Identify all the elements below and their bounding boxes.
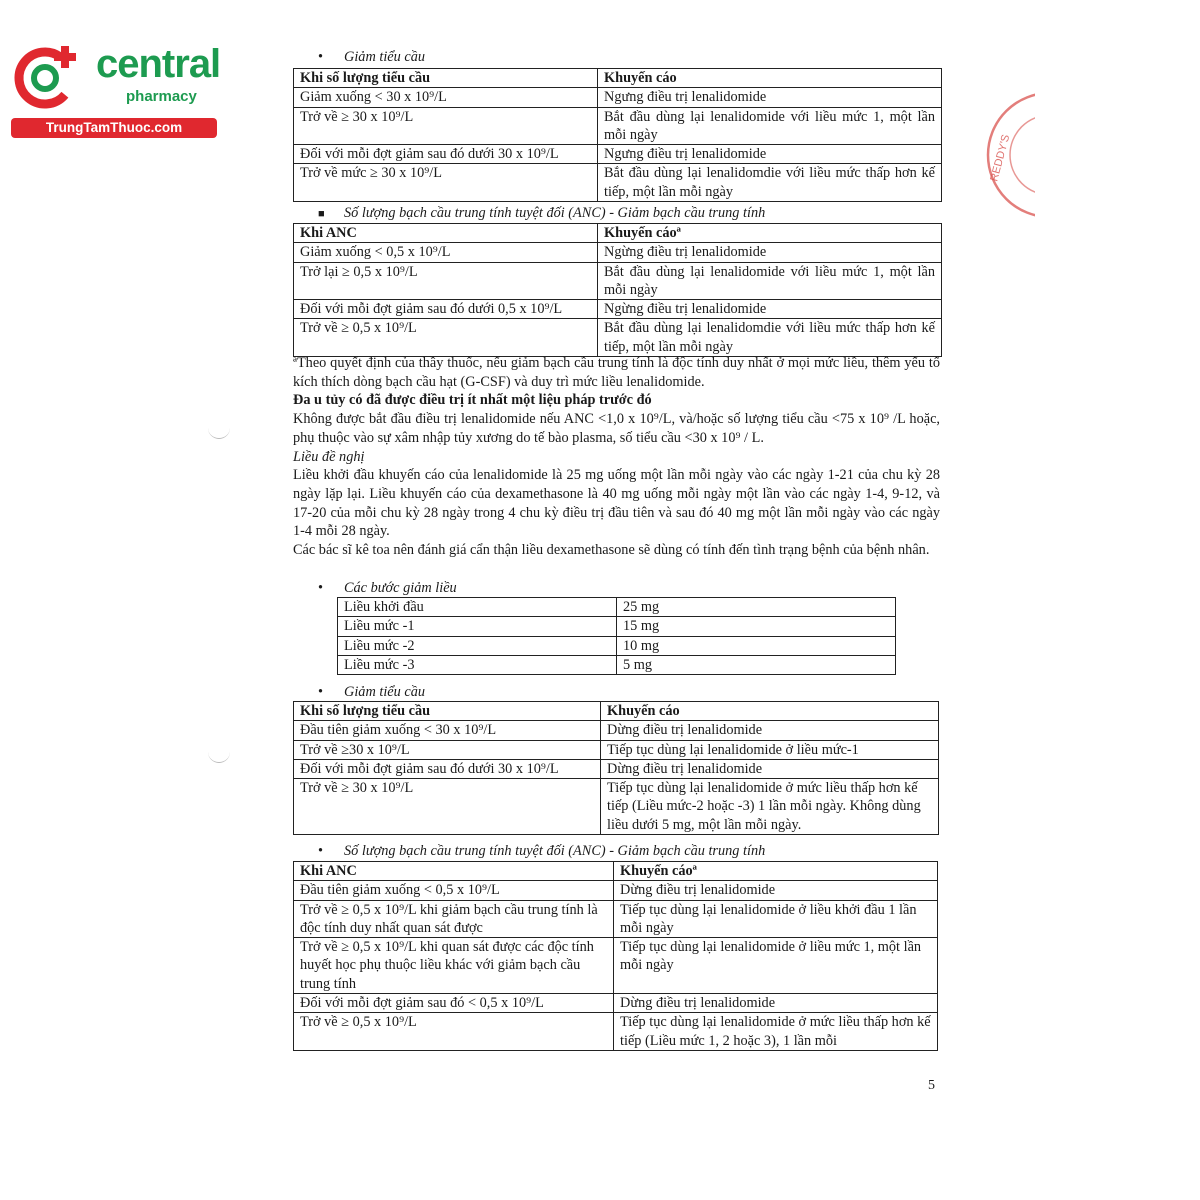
table-row [294,740,939,759]
t3-heading: • Các bước giảm liều [318,580,457,596]
table-cell: Trở về ≥ 0,5 x 10⁹/L khi giảm bạch cầu trung tính là độc tính duy nhất quan sát được [294,900,614,938]
table-cell: Tiếp tục dùng lại lenalidomide ở mức liều thấp hơn kế tiếp (Liều mức 1, 2 hoặc 3), 1 lần mỗi [614,1013,938,1051]
table-cell: Trở về ≥ 30 x 10⁹/L [294,779,601,835]
table-row [338,598,896,617]
table-row [294,164,942,202]
table-cell: Đối với mỗi đợt giảm sau đó dưới 0,5 x 10⁹/L [294,300,598,319]
table-row [294,881,938,900]
table-row [294,319,942,357]
punch-mark [208,752,230,763]
table-cell: Tiếp tục dùng lại lenalidomide ở liều mức 1, một lần mỗi ngày [614,938,938,994]
table-cell: Trở về ≥ 30 x 10⁹/L [294,107,598,145]
table-cell: Giảm xuống < 0,5 x 10⁹/L [294,243,598,262]
table-cell: Bắt đầu dùng lại lenalidomdie với liều mức thấp hơn kế tiếp, một lần mỗi ngày [598,164,942,202]
table-row [294,300,942,319]
table-row [294,938,938,994]
table-cell: Liều mức -1 [338,617,617,636]
table-cell: Đầu tiên giảm xuống < 0,5 x 10⁹/L [294,881,614,900]
t4-heading: • Giảm tiểu cầu [318,684,425,700]
table-cell: Đối với mỗi đợt giảm sau đó dưới 30 x 10⁹/L [294,759,601,778]
table-cell: Giảm xuống < 30 x 10⁹/L [294,88,598,107]
table-cell: Bắt đầu dùng lại lenalidomdie với liều mức thấp hơn kế tiếp, một lần mỗi ngày [598,319,942,357]
table-header: Khi số lượng tiểu cầu [294,702,601,721]
table-row [294,107,942,145]
table-cell: 5 mg [617,655,896,674]
table-row [294,721,939,740]
table-header: Khi ANC [294,224,598,243]
table-cell: Đối với mỗi đợt giảm sau đó dưới 30 x 10⁹/L [294,145,598,164]
table-cell: Liều khởi đầu [338,598,617,617]
table-cell: Dừng điều trị lenalidomide [614,994,938,1013]
prose-block [293,354,940,560]
table-row [294,262,942,300]
table-header-row [294,702,939,721]
section-heading: Đa u tủy có đã được điều trị ít nhất một liệu pháp trước đó [293,392,652,409]
table-row [338,655,896,674]
table-cell: Trở lại ≥ 0,5 x 10⁹/L [294,262,598,300]
brand-sub: pharmacy [126,88,197,105]
table-row [294,779,939,835]
table-cell: Đối với mỗi đợt giảm sau đó < 0,5 x 10⁹/L [294,994,614,1013]
table-cell: Dừng điều trị lenalidomide [614,881,938,900]
thrombocytopenia-table-2 [293,701,939,835]
paragraph: Liều khởi đầu khuyến cáo của lenalidomide là 25 mg uống một lần mỗi ngày vào các ngày 1-21 của chu kỳ 28 ngày lặp lại. Liều khuyến cáo của dexamethasone là 40 mg uống mỗi ngày một lần vào các ngày 1-4, 9-12, và 17-20 của mỗi chu kỳ 28 ngày trong 4 chu kỳ điều trị đầu tiên và sau đó 40 mg một lần mỗi ngày vào các ngày 1-4 mỗi 28 ngày. [293,467,940,540]
brand-site[interactable]: TrungTamThuoc.com [11,118,217,138]
table-header: Khuyến cáo [598,69,942,88]
brand-name: central [96,42,221,86]
table-cell: Tiếp tục dùng lại lenalidomide ở mức liều thấp hơn kế tiếp (Liều mức-2 hoặc -3) 1 lần mỗi ngày. Không dùng liều dưới 5 mg, một lần mỗi ngày. [601,779,939,835]
table-header-row [294,862,938,881]
table-row [294,900,938,938]
table-row [338,636,896,655]
table-cell: 25 mg [617,598,896,617]
table-cell: Bắt đầu dùng lại lenalidomide với liều mức 1, một lần mỗi ngày [598,262,942,300]
table-cell: Bắt đầu dùng lại lenalidomide với liều mức 1, một lần mỗi ngày [598,107,942,145]
table-cell: Trở về ≥ 0,5 x 10⁹/L [294,1013,614,1051]
table-header: Khuyến cáo [601,702,939,721]
table-cell: Ngừng điều trị lenalidomide [598,243,942,262]
table-header-row [294,69,942,88]
table-cell: Tiếp tục dùng lại lenalidomide ở liều khởi đầu 1 lần mỗi ngày [614,900,938,938]
table-row [338,617,896,636]
table-cell: Ngưng điều trị lenalidomide [598,145,942,164]
central-pharmacy-logo[interactable] [8,38,221,138]
t5-heading: • Số lượng bạch cầu trung tính tuyệt đối (ANC) - Giảm bạch cầu trung tính [318,843,766,859]
table-header: Khuyến cáoª [614,862,938,881]
table-cell: Liều mức -3 [338,655,617,674]
table-row [294,243,942,262]
t1-heading: • Giảm tiểu cầu [318,49,425,65]
thrombocytopenia-table-1 [293,68,942,202]
pharmacy-cross-icon [12,40,84,112]
page-number: 5 [928,1078,935,1093]
table-cell: Tiếp tục dùng lại lenalidomide ở liều mức-1 [601,740,939,759]
table-cell: Trở về ≥ 0,5 x 10⁹/L [294,319,598,357]
paragraph: Các bác sĩ kê toa nên đánh giá cẩn thận liều dexamethasone sẽ dùng có tính đến tình trạng bệnh của bệnh nhân. [293,542,930,559]
table-row [294,88,942,107]
dose-steps-table [337,597,896,675]
table-row [294,994,938,1013]
table-cell: Liều mức -2 [338,636,617,655]
table-row [294,1013,938,1051]
table-header: Khi ANC [294,862,614,881]
punch-mark [208,428,230,439]
table-cell: Dừng điều trị lenalidomide [601,721,939,740]
table-cell: Trở về mức ≥ 30 x 10⁹/L [294,164,598,202]
anc-table-1 [293,223,942,357]
subheading: Liều đề nghị [293,448,365,465]
table-row [294,759,939,778]
table-cell: Trở về ≥ 0,5 x 10⁹/L khi quan sát được các độc tính huyết học phụ thuộc liều khác với giảm bạch cầu trung tính [294,938,614,994]
t2-heading: ■ Số lượng bạch cầu trung tính tuyệt đối (ANC) - Giảm bạch cầu trung tính [318,205,766,221]
table-header-row [294,224,942,243]
company-stamp [975,90,1035,220]
table-cell: Trở về ≥30 x 10⁹/L [294,740,601,759]
table-header: Khi số lượng tiểu cầu [294,69,598,88]
table-cell: Ngưng điều trị lenalidomide [598,88,942,107]
table-cell: 15 mg [617,617,896,636]
table-cell: Đầu tiên giảm xuống < 30 x 10⁹/L [294,721,601,740]
table-header: Khuyến cáoª [598,224,942,243]
table-cell: Dừng điều trị lenalidomide [601,759,939,778]
anc-table-2 [293,861,938,1051]
table-cell: Ngừng điều trị lenalidomide [598,300,942,319]
stamp-text: REDDY'S [988,133,1013,183]
footnote: ªTheo quyết định của thầy thuốc, nếu giảm bạch cầu trung tính là độc tính duy nhất ở mọi mức liều, thêm yếu tố kích thích dòng bạch cầu hạt (G-CSF) và duy trì mức liều lenalidomide. [293,355,940,390]
table-row [294,145,942,164]
table-cell: 10 mg [617,636,896,655]
paragraph: Không được bắt đầu điều trị lenalidomide nếu ANC <1,0 x 10⁹/L, và/hoặc số lượng tiểu cầu <75 x 10⁹ /L hoặc, phụ thuộc vào sự xâm nhập tủy xương do tế bào plasma, số tiểu cầu <30 x 10⁹ / L. [293,411,940,446]
